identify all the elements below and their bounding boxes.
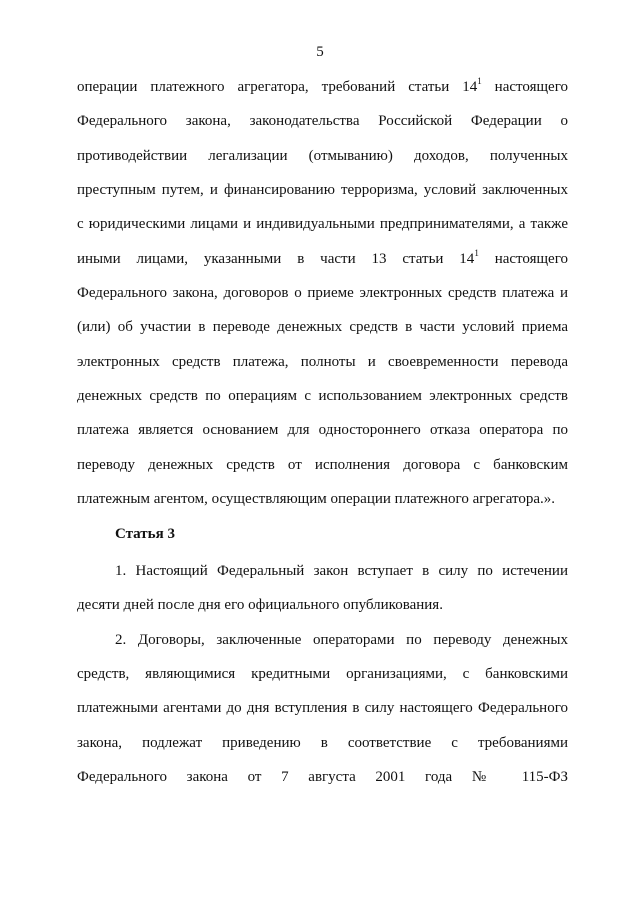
paragraph-line [77, 78, 568, 96]
paragraph-line: Федерального закона, законодательства Российской Федерации о [77, 113, 568, 129]
paragraph-line: переводу денежных средств от исполнения договора с банковским [77, 457, 568, 473]
paragraph-line: 2. Договоры, заключенные операторами по переводу денежных [115, 632, 568, 648]
page-number: 5 [316, 44, 324, 60]
text-fragment: операции платежного агрегатора, требований статьи 14 [77, 79, 478, 95]
paragraph-line: платежа является основанием для одностороннего отказа оператора по [77, 422, 568, 438]
paragraph-line: электронных средств платежа, полноты и своевременности перевода [77, 354, 568, 370]
paragraph-line: 1. Настоящий Федеральный закон вступает в силу по истечении [115, 563, 568, 579]
paragraph-line: противодействии легализации (отмыванию) доходов, полученных [77, 148, 568, 164]
paragraph-line: Федерального закона от 7 августа 2001 года № 115-ФЗ [77, 769, 568, 785]
paragraph-line: Федерального закона, договоров о приеме электронных средств платежа и [77, 285, 568, 301]
article-heading: Статья 3 [115, 526, 175, 542]
paragraph-line: платежными агентами до дня вступления в силу настоящего Федерального [77, 700, 568, 716]
paragraph-line: (или) об участии в переводе денежных средств в части условий приема [77, 319, 568, 335]
paragraph-line: десяти дней после дня его официального опубликования. [77, 597, 443, 613]
superscript: 1 [474, 248, 479, 258]
paragraph-line: платежным агентом, осуществляющим операции платежного агрегатора.». [77, 491, 555, 507]
paragraph-line: средств, являющимися кредитными организациями, с банковскими [77, 666, 568, 682]
text-fragment: настоящего [481, 79, 568, 95]
text-fragment: иными лицами, указанными в части 13 статьи 14 [77, 251, 475, 267]
paragraph-line: денежных средств по операциям с использованием электронных средств [77, 388, 568, 404]
paragraph-line: закона, подлежат приведению в соответствие с требованиями [77, 735, 568, 751]
paragraph-line [77, 250, 568, 268]
superscript: 1 [477, 76, 482, 86]
paragraph-line: с юридическими лицами и индивидуальными предпринимателями, а также [77, 216, 568, 232]
paragraph-line: преступным путем, и финансированию терроризма, условий заключенных [77, 182, 568, 198]
text-fragment: настоящего [478, 251, 568, 267]
